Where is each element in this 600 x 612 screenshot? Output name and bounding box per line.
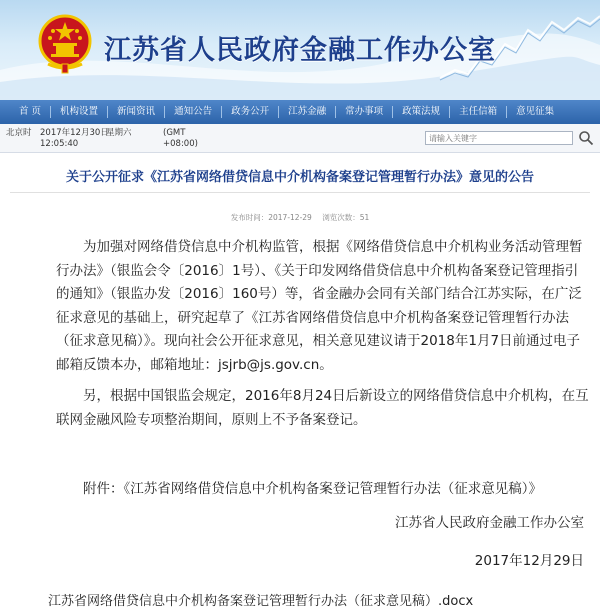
publish-time: 发布时间：2017-12-29	[230, 213, 312, 222]
national-emblem-icon	[38, 14, 92, 74]
attachment-file-link[interactable]: 江苏省网络借贷信息中介机构备案登记管理暂行办法（征求意见稿）.docx	[48, 594, 474, 609]
nav-item-opinion-collection[interactable]: 意见征集	[516, 106, 555, 117]
nav-item-gov-affairs[interactable]: 政务公开	[231, 106, 270, 117]
article-paragraph: 为加强对网络借贷信息中介机构监管，根据《网络借贷信息中介机构业务活动管理暂行办法》（银监会令〔2016〕1号）、《关于印发网络借贷信息中介机构备案登记管理指引的通知》（银监办发〔2016〕160号）等，省金融办会同有关部门结合江苏实际，在广泛征求意见的基础上，研究起草了《江苏省网络借贷信息中介机构备案登记管理暂行办法（征求意见稿）》。现向社会公开征求意见，相关意见建议请于2018年1月7日前通过电子邮箱反馈本办，邮箱地址：jsjrb@js.gov.cn。	[56, 239, 583, 373]
article-paragraph: 另，根据中国银监会规定，2016年8月24日后新设立的网络借贷信息中介机构，在互联网金融风险专项整治期间，原则上不予备案登记。	[56, 388, 589, 428]
article-body	[56, 236, 590, 432]
search-input[interactable]	[425, 131, 573, 145]
weekday-display: 星期六	[106, 128, 132, 138]
nav-item-home[interactable]: 首 页	[19, 106, 42, 117]
issue-date: 2017年12月29日	[474, 553, 584, 569]
search-button[interactable]	[575, 128, 597, 148]
header-banner	[0, 0, 600, 100]
title-divider	[10, 192, 590, 193]
issuer-signature: 江苏省人民政府金融工作办公室	[395, 515, 584, 531]
article-meta	[0, 212, 600, 223]
nav-item-news[interactable]: 新闻资讯	[117, 106, 156, 117]
article-title: 关于公开征求《江苏省网络借贷信息中介机构备案登记管理暂行办法》意见的公告	[65, 170, 534, 185]
current-date: 2017年12月30日	[40, 128, 109, 138]
timezone-display: (GMT +08:00)	[163, 128, 198, 149]
view-count: 浏览次数：51	[322, 213, 370, 222]
date-time-display	[40, 128, 109, 150]
nav-item-policies[interactable]: 政策法规	[402, 106, 441, 117]
current-time: 12:05:40	[40, 139, 79, 149]
search-icon	[578, 130, 594, 146]
nav-item-services[interactable]: 常办事项	[345, 106, 384, 117]
site-title[interactable]: 江苏省人民政府金融工作办公室	[104, 35, 496, 66]
attachment-note: 附件：《江苏省网络借贷信息中介机构备案登记管理暂行办法（征求意见稿）》	[83, 481, 542, 497]
nav-item-director-mailbox[interactable]: 主任信箱	[459, 106, 498, 117]
date-time-bar	[0, 124, 600, 153]
main-nav	[0, 100, 600, 124]
location-label: 北京时	[6, 128, 32, 138]
nav-item-jiangsu-finance[interactable]: 江苏金融	[288, 106, 327, 117]
nav-item-notices[interactable]: 通知公告	[174, 106, 213, 117]
nav-item-organization[interactable]: 机构设置	[60, 106, 99, 117]
